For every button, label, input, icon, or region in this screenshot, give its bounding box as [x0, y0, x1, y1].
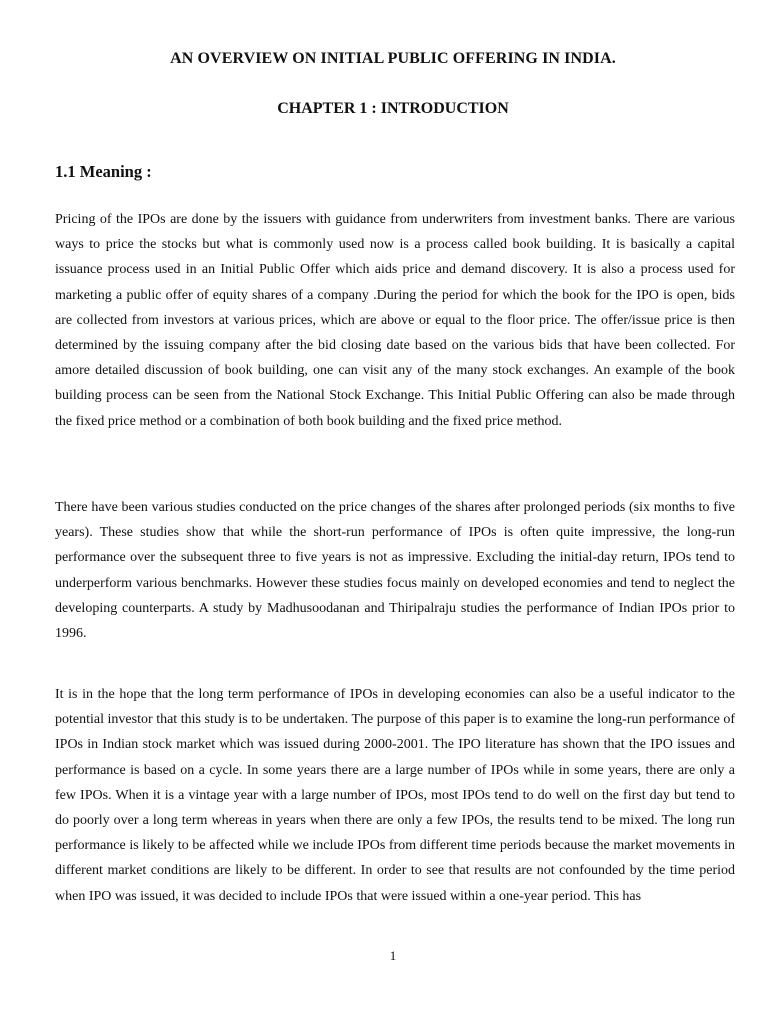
paragraph-3: It is in the hope that the long term performance of IPOs in developing economies can also be a useful indicator to the potential investor that this study is to be undertaken. The purpose of this paper is to examine the long-run performance of IPOs in Indian stock market which was issued during 2000-2001. The IPO literature has shown that the IPO issues and performance is based on a cycle. In some years there are a large number of IPOs while in some years, there are only a few IPOs. When it is a vintage year with a large number of IPOs, most IPOs tend to do well on the first day but tend to do poorly over a long term whereas in years when there are only a few IPOs, the results tend to be mixed. The long run performance is likely to be affected while we include IPOs from different time periods because the market movements in different market conditions are likely to be different. In order to see that results are not confounded by the time period when IPO was issued, it was decided to include IPOs that were issued within a one-year period. This has	[55, 687, 735, 904]
paragraph-1: Pricing of the IPOs are done by the issuers with guidance from underwriters from investment banks. There are various ways to price the stocks but what is commonly used now is a process called book building. It is basically a capital issuance process used in an Initial Public Offer which aids price and demand discovery. It is also a process used for marketing a public offer of equity shares of a company .During the period for which the book for the IPO is open, bids are collected from investors at various prices, which are above or equal to the floor price. The offer/issue price is then determined by the issuing company after the bid closing date based on the various bids that have been collected. For amore detailed discussion of book building, one can visit any of the many stock exchanges. An example of the book building process can be seen from the National Stock Exchange. This Initial Public Offering can also be made through the fixed price method or a combination of both book building and the fixed price method.	[55, 212, 735, 429]
chapter-title: CHAPTER 1 : INTRODUCTION	[277, 100, 509, 117]
page-number: 1	[389, 948, 397, 963]
document-title: AN OVERVIEW ON INITIAL PUBLIC OFFERING IN INDIA.	[170, 50, 616, 67]
paragraph-2: There have been various studies conducted on the price changes of the shares after prolonged periods (six months to five years). These studies show that while the short-run performance of IPOs is often quite impressive, the long-run performance over the subsequent three to five years is not as impressive. Excluding the initial-day return, IPOs tend to underperform various benchmarks. However these studies focus mainly on developed economies and tend to neglect the developing counterparts. A study by Madhusoodanan and Thiripalraju studies the performance of Indian IPOs prior to 1996.	[55, 500, 735, 642]
section-heading: 1.1 Meaning :	[55, 162, 152, 181]
